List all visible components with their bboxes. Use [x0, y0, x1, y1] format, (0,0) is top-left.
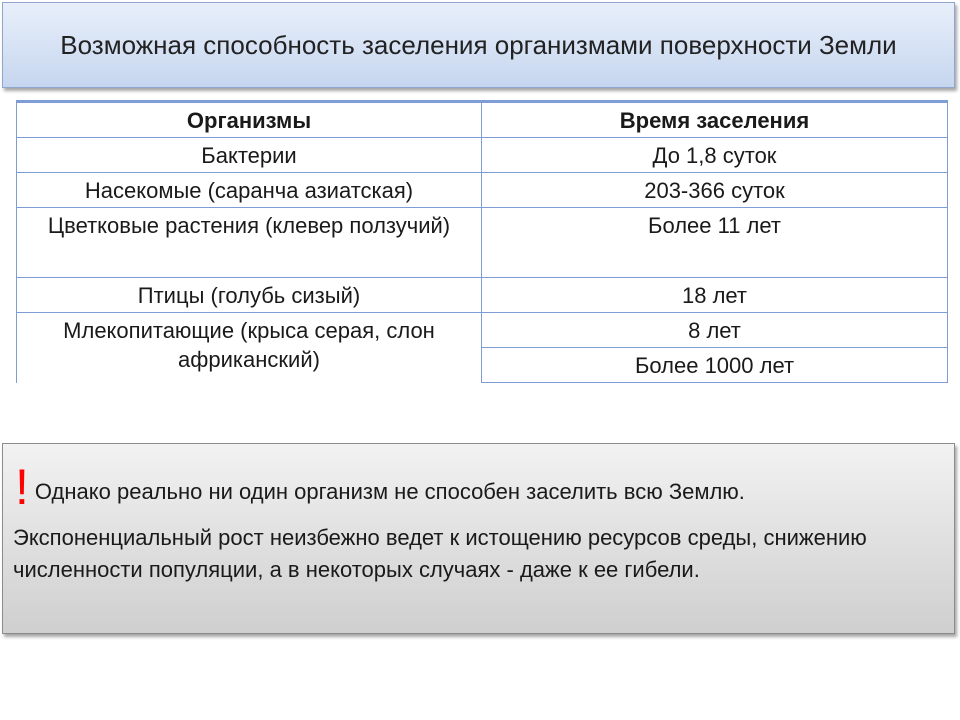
cell-time: До 1,8 суток [482, 138, 948, 173]
slide-title-box [2, 2, 955, 88]
exclamation-icon: ! [15, 459, 29, 515]
note-first-line [13, 458, 944, 515]
table-row [17, 278, 948, 313]
note-body-text: Экспоненциальный рост неизбежно ведет к истощению ресурсов среды, снижению численности популяции, а в некоторых случаях - даже к ее гибели. [13, 525, 867, 582]
table-header-row [17, 102, 948, 138]
cell-organism: Птицы (голубь сизый) [17, 278, 482, 313]
table-row [17, 173, 948, 208]
cell-time: Более 1000 лет [482, 348, 948, 383]
table-row [17, 313, 948, 348]
table-row [17, 138, 948, 173]
table-row [17, 208, 948, 278]
colonization-table [16, 100, 948, 383]
cell-time: Более 11 лет [482, 208, 948, 278]
cell-organism: Цветковые растения (клевер ползучий) [17, 208, 482, 278]
header-organisms: Организмы [17, 102, 482, 138]
note-box [2, 443, 955, 634]
cell-organism: Насекомые (саранча азиатская) [17, 173, 482, 208]
header-time: Время заселения [482, 102, 948, 138]
cell-time: 18 лет [482, 278, 948, 313]
cell-time: 8 лет [482, 313, 948, 348]
cell-time: 203-366 суток [482, 173, 948, 208]
cell-organism: Бактерии [17, 138, 482, 173]
cell-organism-mammals: Млекопитающие (крыса серая, слон африканский) [17, 313, 482, 383]
slide-title: Возможная способность заселения организмами поверхности Земли [60, 30, 897, 60]
note-first-text: Однако реально ни один организм не способен заселить всю Землю. [34, 479, 745, 504]
